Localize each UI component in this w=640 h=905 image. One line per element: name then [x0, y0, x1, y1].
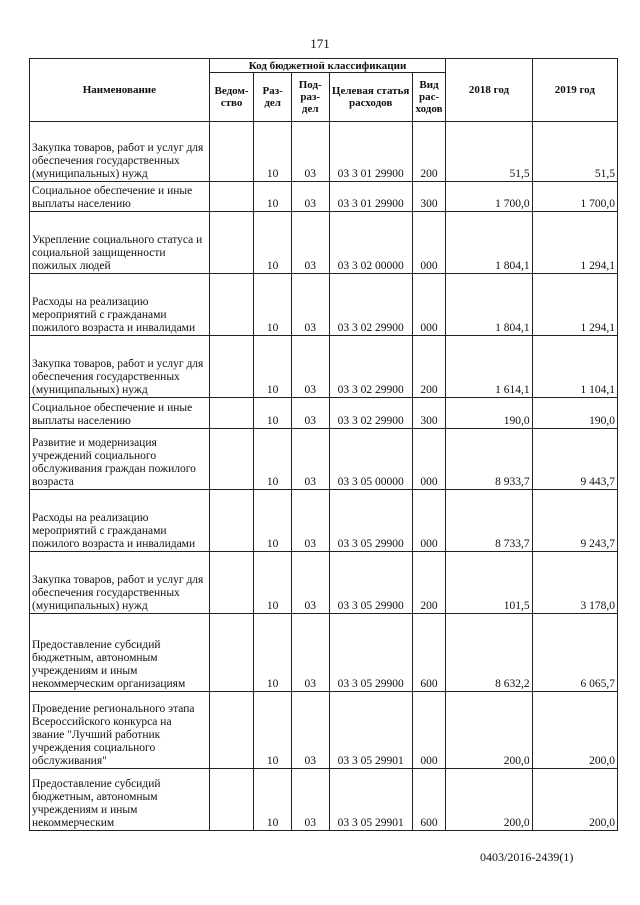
row-2018: 8 933,7 — [446, 429, 532, 490]
row-vid: 600 — [412, 614, 446, 692]
header-vedomstvo: Ведом-ство — [209, 73, 254, 122]
row-2018: 8 632,2 — [446, 614, 532, 692]
row-tselevaya: 03 3 02 00000 — [329, 212, 412, 274]
table-row — [30, 490, 618, 552]
row-2018: 1 804,1 — [446, 212, 532, 274]
row-tselevaya: 03 3 01 29900 — [329, 122, 412, 182]
row-vid: 300 — [412, 398, 446, 429]
budget-table-body — [30, 122, 618, 831]
table-row — [30, 692, 618, 769]
row-2018: 101,5 — [446, 552, 532, 614]
row-name: Закупка товаров, работ и услуг для обеспечения государственных (муниципальных) нужд — [30, 122, 210, 182]
row-tselevaya: 03 3 05 29900 — [329, 490, 412, 552]
row-podrazdel: 03 — [291, 429, 329, 490]
row-vid: 000 — [412, 212, 446, 274]
row-vedomstvo — [209, 274, 254, 336]
row-2018: 1 700,0 — [446, 182, 532, 212]
row-vedomstvo — [209, 490, 254, 552]
row-tselevaya: 03 3 02 29900 — [329, 336, 412, 398]
row-name: Предоставление субсидий бюджетным, автономным учреждениям и иным некоммерческим — [30, 769, 210, 831]
row-vid: 200 — [412, 122, 446, 182]
row-podrazdel: 03 — [291, 336, 329, 398]
row-vedomstvo — [209, 398, 254, 429]
row-2019: 1 700,0 — [532, 182, 617, 212]
row-name: Социальное обеспечение и иные выплаты населению — [30, 398, 210, 429]
row-podrazdel: 03 — [291, 614, 329, 692]
row-podrazdel: 03 — [291, 552, 329, 614]
table-row — [30, 336, 618, 398]
row-podrazdel: 03 — [291, 182, 329, 212]
row-podrazdel: 03 — [291, 212, 329, 274]
row-tselevaya: 03 3 05 00000 — [329, 429, 412, 490]
row-tselevaya: 03 3 05 29901 — [329, 692, 412, 769]
table-row — [30, 212, 618, 274]
row-vedomstvo — [209, 692, 254, 769]
row-vedomstvo — [209, 769, 254, 831]
row-razdel: 10 — [254, 429, 292, 490]
row-vedomstvo — [209, 122, 254, 182]
row-vedomstvo — [209, 614, 254, 692]
row-2018: 200,0 — [446, 769, 532, 831]
row-vid: 000 — [412, 274, 446, 336]
table-row — [30, 274, 618, 336]
table-row — [30, 182, 618, 212]
row-tselevaya: 03 3 02 29900 — [329, 274, 412, 336]
budget-table — [29, 58, 618, 831]
row-tselevaya: 03 3 02 29900 — [329, 398, 412, 429]
row-2019: 9 243,7 — [532, 490, 617, 552]
row-name: Предоставление субсидий бюджетным, автономным учреждениям и иным некоммерческим организациям — [30, 614, 210, 692]
row-tselevaya: 03 3 01 29900 — [329, 182, 412, 212]
row-2018: 1 614,1 — [446, 336, 532, 398]
row-vedomstvo — [209, 336, 254, 398]
row-name: Закупка товаров, работ и услуг для обеспечения государственных (муниципальных) нужд — [30, 336, 210, 398]
row-2019: 6 065,7 — [532, 614, 617, 692]
row-name: Расходы на реализацию мероприятий с гражданами пожилого возраста и инвалидами — [30, 274, 210, 336]
row-2019: 1 294,1 — [532, 274, 617, 336]
row-name: Расходы на реализацию мероприятий с гражданами пожилого возраста и инвалидами — [30, 490, 210, 552]
row-tselevaya: 03 3 05 29901 — [329, 769, 412, 831]
table-row — [30, 398, 618, 429]
row-2019: 200,0 — [532, 692, 617, 769]
row-2019: 1 104,1 — [532, 336, 617, 398]
row-name: Укрепление социального статуса и социальной защищенности пожилых людей — [30, 212, 210, 274]
row-2019: 190,0 — [532, 398, 617, 429]
header-vid-raskhodov: Вид рас-ходов — [412, 73, 446, 122]
row-razdel: 10 — [254, 212, 292, 274]
row-podrazdel: 03 — [291, 274, 329, 336]
row-razdel: 10 — [254, 274, 292, 336]
row-tselevaya: 03 3 05 29900 — [329, 552, 412, 614]
row-2018: 190,0 — [446, 398, 532, 429]
row-tselevaya: 03 3 05 29900 — [329, 614, 412, 692]
row-vid: 600 — [412, 769, 446, 831]
header-tselevaya-statya: Целевая статья расходов — [329, 73, 412, 122]
row-2019: 51,5 — [532, 122, 617, 182]
row-razdel: 10 — [254, 692, 292, 769]
table-row — [30, 122, 618, 182]
row-razdel: 10 — [254, 122, 292, 182]
row-vid: 300 — [412, 182, 446, 212]
row-vedomstvo — [209, 552, 254, 614]
row-vid: 000 — [412, 490, 446, 552]
row-razdel: 10 — [254, 490, 292, 552]
table-row — [30, 429, 618, 490]
header-podrazdel: Под-раз-дел — [291, 73, 329, 122]
row-vedomstvo — [209, 212, 254, 274]
row-2018: 200,0 — [446, 692, 532, 769]
row-name: Развитие и модернизация учреждений социального обслуживания граждан пожилого возраста — [30, 429, 210, 490]
row-2018: 8 733,7 — [446, 490, 532, 552]
row-2018: 51,5 — [446, 122, 532, 182]
row-2019: 9 443,7 — [532, 429, 617, 490]
row-podrazdel: 03 — [291, 692, 329, 769]
row-vedomstvo — [209, 429, 254, 490]
row-vedomstvo — [209, 182, 254, 212]
row-2019: 3 178,0 — [532, 552, 617, 614]
row-razdel: 10 — [254, 614, 292, 692]
row-razdel: 10 — [254, 182, 292, 212]
row-2019: 1 294,1 — [532, 212, 617, 274]
row-razdel: 10 — [254, 336, 292, 398]
row-2019: 200,0 — [532, 769, 617, 831]
table-row — [30, 614, 618, 692]
row-vid: 000 — [412, 692, 446, 769]
row-name: Проведение регионального этапа Всероссийского конкурса на звание "Лучший работник учреждения социального обслуживания" — [30, 692, 210, 769]
row-razdel: 10 — [254, 769, 292, 831]
row-podrazdel: 03 — [291, 769, 329, 831]
row-2018: 1 804,1 — [446, 274, 532, 336]
header-classification-code: Код бюджетной классификации — [209, 59, 446, 73]
row-vid: 200 — [412, 552, 446, 614]
header-2018: 2018 год — [446, 59, 532, 122]
header-2019: 2019 год — [532, 59, 617, 122]
row-podrazdel: 03 — [291, 398, 329, 429]
row-podrazdel: 03 — [291, 122, 329, 182]
row-podrazdel: 03 — [291, 490, 329, 552]
row-vid: 200 — [412, 336, 446, 398]
row-razdel: 10 — [254, 552, 292, 614]
header-name: Наименование — [30, 59, 210, 122]
row-vid: 000 — [412, 429, 446, 490]
table-row — [30, 769, 618, 831]
header-razdel: Раз-дел — [254, 73, 292, 122]
row-razdel: 10 — [254, 398, 292, 429]
document-code: 0403/2016-2439(1) — [480, 850, 574, 864]
row-name: Социальное обеспечение и иные выплаты населению — [30, 182, 210, 212]
row-name: Закупка товаров, работ и услуг для обеспечения государственных (муниципальных) нужд — [30, 552, 210, 614]
table-row — [30, 552, 618, 614]
page-number: 171 — [310, 36, 330, 51]
